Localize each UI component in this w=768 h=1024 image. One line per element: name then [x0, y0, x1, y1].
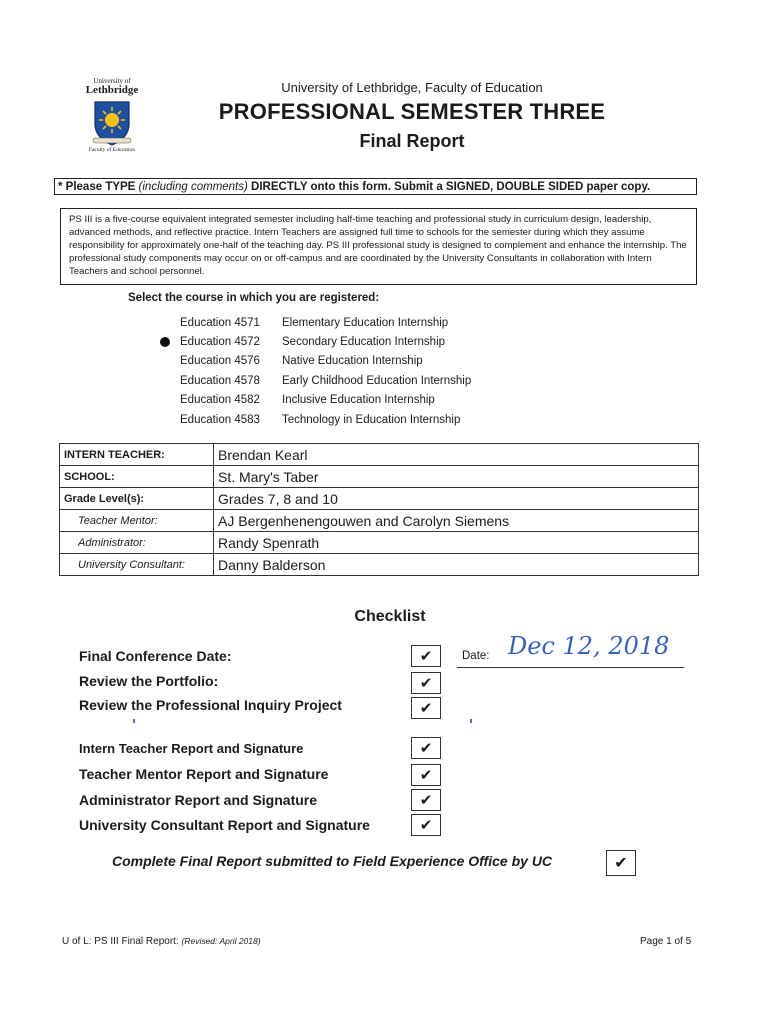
administrator-label: Administrator:: [60, 532, 214, 554]
course-name: Native Education Internship: [282, 355, 423, 368]
course-code: Education 4583: [180, 413, 260, 426]
final-submission-label: Complete Final Report submitted to Field Experience Office by UC: [112, 853, 553, 869]
date-label: Date:: [462, 650, 490, 662]
checklist-item-label: Final Conference Date:: [79, 648, 232, 664]
notice-part2: (including comments): [138, 181, 248, 193]
handwritten-date[interactable]: Dec 12, 2018: [508, 632, 670, 660]
table-row: [60, 554, 699, 576]
radio-indicator[interactable]: [160, 337, 170, 347]
page-title: PROFESSIONAL SEMESTER THREE: [218, 99, 606, 124]
checklist-item-label: University Consultant Report and Signature: [79, 817, 370, 833]
notice-part3: DIRECTLY onto this form. Submit a SIGNED, DOUBLE SIDED paper copy.: [247, 181, 651, 193]
footer-revised: (Revised: April 2018): [181, 936, 261, 946]
course-option[interactable]: [160, 352, 471, 371]
pen-mark: [470, 719, 472, 723]
footer-doc-name: U of L: PS III Final Report:: [62, 936, 182, 947]
course-code: Education 4572: [180, 336, 260, 349]
university-consultant-field[interactable]: Danny Balderson: [214, 554, 699, 576]
administrator-field[interactable]: Randy Spenrath: [214, 532, 699, 554]
teacher-mentor-field[interactable]: AJ Bergenhenengouwen and Carolyn Siemens: [214, 510, 699, 532]
logo-text-name: Lethbridge: [85, 84, 139, 96]
course-name: Secondary Education Internship: [282, 336, 446, 349]
checklist-item-label: Teacher Mentor Report and Signature: [79, 766, 329, 782]
university-consultant-label: University Consultant:: [60, 554, 214, 576]
course-code: Education 4582: [180, 394, 260, 407]
logo-text-top: University of: [93, 77, 131, 85]
course-name: Inclusive Education Internship: [282, 394, 435, 407]
course-radio-group: [160, 313, 471, 429]
table-row: [60, 466, 699, 488]
checklist-item-label: Administrator Report and Signature: [79, 792, 318, 808]
date-underline: [457, 667, 684, 668]
table-row: [60, 444, 699, 466]
intern-info-table: [59, 443, 699, 576]
course-code: Education 4578: [180, 374, 260, 387]
course-name: Early Childhood Education Internship: [282, 374, 472, 387]
intern-report-checkbox[interactable]: ✔: [411, 737, 441, 759]
instruction-notice: [54, 178, 697, 195]
course-name: Technology in Education Internship: [282, 413, 461, 426]
table-row: [60, 488, 699, 510]
checklist-title: Checklist: [354, 608, 426, 625]
administrator-report-checkbox[interactable]: ✔: [411, 789, 441, 811]
teacher-mentor-label: Teacher Mentor:: [60, 510, 214, 532]
checklist-item-label: Review the Portfolio:: [79, 673, 219, 689]
portfolio-checkbox[interactable]: ✔: [411, 672, 441, 694]
grade-level-field[interactable]: Grades 7, 8 and 10: [214, 488, 699, 510]
page-subtitle: Final Report: [359, 131, 465, 151]
course-option[interactable]: [160, 332, 471, 351]
university-line: University of Lethbridge, Faculty of Education: [281, 80, 543, 95]
notice-part1: * Please TYPE: [58, 181, 139, 193]
mentor-report-checkbox[interactable]: ✔: [411, 764, 441, 786]
final-conference-checkbox[interactable]: ✔: [411, 645, 441, 667]
school-label: SCHOOL:: [60, 466, 214, 488]
consultant-report-checkbox[interactable]: ✔: [411, 814, 441, 836]
course-code: Education 4576: [180, 355, 260, 368]
intern-teacher-label: INTERN TEACHER:: [60, 444, 214, 466]
page-number: Page 1 of 5: [640, 936, 692, 947]
school-field[interactable]: St. Mary's Taber: [214, 466, 699, 488]
table-row: [60, 532, 699, 554]
checklist-item-label: Review the Professional Inquiry Project: [79, 697, 342, 713]
course-name: Elementary Education Internship: [282, 316, 449, 329]
course-code: Education 4571: [180, 316, 260, 329]
table-row: [60, 510, 699, 532]
course-option[interactable]: [160, 371, 471, 390]
pen-mark: [133, 719, 135, 723]
course-select-label: Select the course in which you are registered:: [128, 292, 380, 304]
grade-level-label: Grade Level(s):: [60, 488, 214, 510]
final-submission-checkbox[interactable]: ✔: [606, 850, 636, 876]
footer-document-info: [62, 936, 261, 947]
logo-text-bottom: Faculty of Education: [88, 147, 136, 153]
intro-paragraph: PS III is a five-course equivalent integrated semester including half-time teaching and professional study in curriculum design, leadership, advanced methods, and reflective practice. Intern Teachers are assigned full time to schools for the semester during which they assume responsibility for approximately one-half of the teaching day. PS III professional study is designed to complement and enhance the internship. The professional study components may occur on or off-campus and are coordinated by the University Consultants in collaboration with Intern Teachers and school personnel.: [60, 208, 697, 285]
course-option[interactable]: [160, 410, 471, 429]
checklist-item-label: Intern Teacher Report and Signature: [79, 741, 304, 756]
intern-teacher-field[interactable]: Brendan Kearl: [214, 444, 699, 466]
inquiry-project-checkbox[interactable]: ✔: [411, 697, 441, 719]
course-option[interactable]: [160, 391, 471, 410]
course-option[interactable]: [160, 313, 471, 332]
